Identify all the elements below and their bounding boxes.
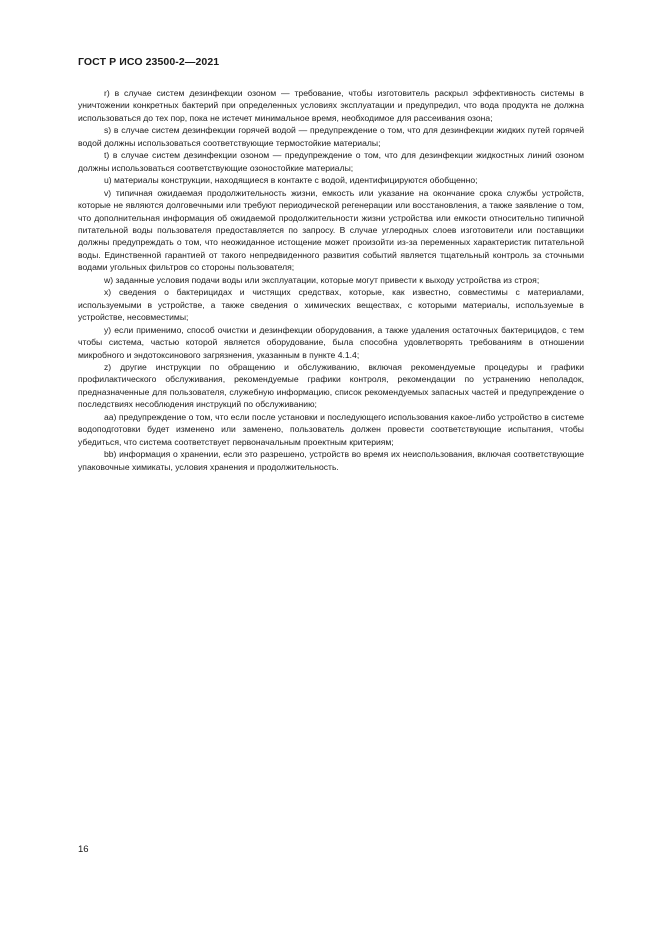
list-item-u: u) материалы конструкции, находящиеся в контакте с водой, идентифицируются обобщенно;	[104, 175, 478, 186]
list-item-aa: aa) предупреждение о том, что если после установки и последующего использования какое-либо устройство в системе водоподготовки будет изменено или заменено, пользователь должен провести соответствующие испытания, чтобы убедиться, что система соответствует первоначальным проектным критериям;	[78, 411, 584, 447]
list-item-z: z) другие инструкции по обращению и обслуживанию, включая рекомендуемые процедуры и графики профилактического обслуживания, рекомендуемые графики контроля, рекомендации по устранению неполадок, предназначенные для пользователя, служебную информацию, список рекомендуемых запасных частей и предупреждение о последствиях несоблюдения инструкций по обслуживанию;	[78, 361, 584, 410]
list-item-y: y) если применимо, способ очистки и дезинфекции оборудования, а также удаления остаточных бактерицидов, с тем чтобы система, частью которой является оборудование, была способна удовлетворять требованиям в отношении микробного и эндотоксинового загрязнения, указанным в пункте 4.1.4;	[78, 324, 584, 360]
list-item-x: x) сведения о бактерицидах и чистящих средствах, которые, как известно, совместимы с материалами, используемыми в устройстве, а также сведения о химических веществах, с которыми материалы, используемые в устройстве, несовместимы;	[78, 287, 584, 323]
list-item-v: v) типичная ожидаемая продолжительность жизни, емкость или указание на окончание срока службы устройств, которые не являются долговечными или требуют периодической регенерации или восстановления, а также заявление о том, что дополнительная информация об ожидаемой продолжительности жизни устройства или емкости относительно типичной питательной воды пользователя предоставляется по запросу. В случае углеродных слоев изготовители или поставщики должны предупреждать о том, что неожиданное истощение может произойти из-за переменных характеристик питательной воды. Единственной гарантией от такого непредвиденного развития событий является тщательный контроль за сточными водами угольных фильтров со стороны пользователя;	[78, 187, 584, 273]
list-item-t: t) в случае систем дезинфекции озоном — предупреждение о том, что для дезинфекции жидкостных линий озоном должны использоваться соответствующие озоностойкие материалы;	[78, 150, 584, 173]
list-item-r: r) в случае систем дезинфекции озоном — требование, чтобы изготовитель раскрыл эффективность системы в уничтожении конкретных бактерий при определенных условиях эксплуатации и предупредил, что вода продукта не должна использоваться до тех пор, пока не истечет минимальное время, необходимое для рассеивания озона;	[78, 88, 584, 123]
document-body	[78, 87, 584, 473]
list-item-s: s) в случае систем дезинфекции горячей водой — предупреждение о том, что для дезинфекции жидких путей горячей водой должны использоваться соответствующие термостойкие материалы;	[78, 125, 584, 148]
document-header: ГОСТ Р ИСО 23500-2—2021	[78, 56, 220, 68]
list-item-w: w) заданные условия подачи воды или эксплуатации, которые могут привести к выходу устройства из строя;	[104, 274, 540, 285]
list-item-bb: bb) информация о хранении, если это разрешено, устройств во время их неиспользования, включая соответствующие упаковочные химикаты, условия хранения и продолжительность.	[78, 449, 584, 472]
page-number: 16	[78, 844, 89, 855]
